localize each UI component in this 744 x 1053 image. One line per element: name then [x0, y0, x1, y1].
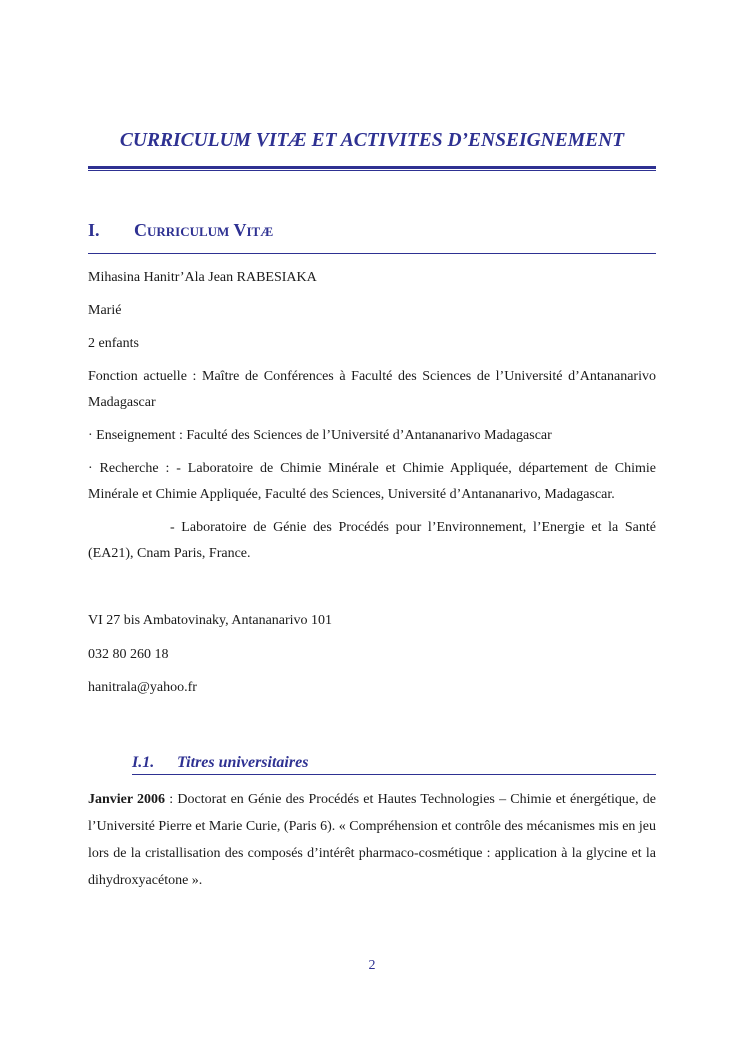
section-number: I. — [88, 220, 100, 240]
cv-research-2: - Laboratoire de Génie des Procédés pour l’Environnement, l’Energie et la Santé (EA21), Cnam Paris, France. — [88, 520, 656, 561]
cv-address: VI 27 bis Ambatovinaky, Antananarivo 101 — [88, 613, 333, 628]
degree-text: : Doctorat en Génie des Procédés et Hautes Technologies – Chimie et énergétique, de l’Université Pierre et Marie Curie, (Paris 6). « Compréhension et contrôle des mécanismes mis en jeu lors de la cristallisation des composés d’intérêt pharmaco-cosmétique : application à la glycine et la dihydroxyacétone ». — [88, 792, 657, 888]
title-divider-thick — [88, 166, 656, 169]
degree-date: Janvier 2006 — [88, 792, 166, 807]
subsection-divider — [132, 774, 656, 775]
title-divider-thin — [88, 170, 656, 171]
cv-children: 2 enfants — [88, 336, 139, 351]
degree-paragraph — [88, 786, 656, 894]
cv-phone: 032 80 260 18 — [88, 647, 169, 662]
section-title: Curriculum Vitæ — [134, 220, 274, 240]
subsection-number: I.1. — [132, 754, 155, 771]
cv-name: Mihasina Hanitr’Ala Jean RABESIAKA — [88, 270, 317, 285]
page-title: CURRICULUM VITÆ ET ACTIVITES D’ENSEIGNEMENT — [119, 130, 625, 151]
cv-teaching: · Enseignement : Faculté des Sciences de l’Université d’Antananarivo Madagascar — [88, 428, 552, 443]
page-number: 2 — [368, 958, 376, 973]
cv-email: hanitrala@yahoo.fr — [88, 680, 197, 695]
cv-marital-status: Marié — [88, 303, 122, 318]
section-divider — [88, 253, 656, 254]
cv-function: Fonction actuelle : Maître de Conférences à Faculté des Sciences de l’Université d’Antananarivo Madagascar — [88, 369, 656, 410]
subsection-title: Titres universitaires — [177, 754, 309, 771]
cv-research-1: · Recherche : - Laboratoire de Chimie Minérale et Chimie Appliquée, département de Chimie Minérale et Chimie Appliquée, Faculté des Sciences, Université d’Antananarivo, Madagascar. — [88, 461, 656, 502]
